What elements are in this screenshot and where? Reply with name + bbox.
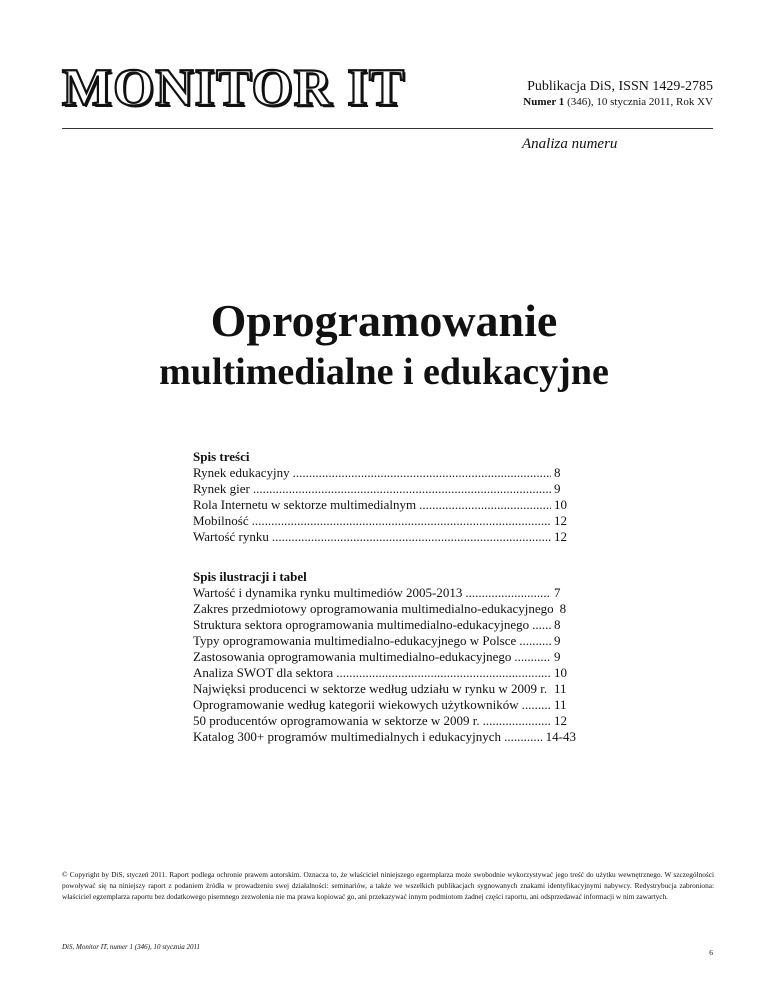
figure-item-label: Wartość i dynamika rynku multimediów 2005-2013 (193, 585, 463, 600)
figure-item-page: 9 (554, 649, 561, 664)
figure-item (193, 713, 576, 729)
figure-item (193, 729, 576, 745)
toc-item (193, 497, 576, 513)
dot-leader (272, 529, 551, 545)
figure-item (193, 697, 576, 713)
figure-item-label: Typy oprogramowania multimedialno-edukacyjnego w Polsce (193, 633, 517, 648)
figure-item (193, 601, 576, 617)
issue-number: Numer 1 (523, 96, 565, 108)
dot-leader (253, 481, 551, 497)
dot-leader (532, 617, 551, 633)
figure-item-label: Zakres przedmiotowy oprogramowania multimedialno-edukacyjnego (193, 601, 554, 616)
toc-item-page: 12 (554, 529, 567, 544)
figure-item-page: 11 (554, 697, 567, 712)
figure-item-label: Analiza SWOT dla sektora (193, 665, 334, 680)
section-label: Analiza numeru (522, 136, 618, 152)
toc-list (193, 465, 576, 545)
dot-leader (293, 465, 551, 481)
figure-item-page: 14-43 (545, 729, 576, 744)
monitor-it-logo: MONITOR IT (62, 59, 406, 117)
figure-item (193, 617, 576, 633)
figure-item-page: 9 (554, 633, 561, 648)
page-number: 6 (709, 948, 713, 957)
figure-item-label: Najwięksi producenci w sektorze według udziału w rynku w 2009 r. (193, 681, 548, 696)
figure-item (193, 649, 576, 665)
header-rule (62, 128, 713, 129)
toc-item-label: Mobilność (193, 513, 249, 528)
toc-item-label: Rynek gier (193, 481, 250, 496)
dot-leader (252, 513, 551, 529)
figure-item (193, 681, 576, 697)
figure-item-label: Struktura sektora oprogramowania multimedialno-edukacyjnego (193, 617, 530, 632)
toc-item (193, 513, 576, 529)
figure-item-page: 11 (554, 681, 567, 696)
dot-leader (550, 681, 551, 697)
toc-item-page: 8 (554, 465, 561, 480)
figures-list (193, 585, 576, 745)
figure-item (193, 585, 576, 601)
toc-item-label: Rynek edukacyjny (193, 465, 290, 480)
title-line-1: Oprogramowanie (210, 295, 558, 346)
toc-item (193, 529, 576, 545)
figure-item-label: Zastosowania oprogramowania multimedialno-edukacyjnego (193, 649, 512, 664)
toc-item-label: Wartość rynku (193, 529, 269, 544)
toc-item-page: 9 (554, 481, 561, 496)
figure-item-page: 10 (554, 665, 567, 680)
publication-info: Publikacja DiS, ISSN 1429-2785 (527, 79, 713, 94)
dot-leader (483, 713, 551, 729)
dot-leader (514, 649, 551, 665)
figures-heading: Spis ilustracji i tabel (193, 569, 307, 584)
toc-item-page: 12 (554, 513, 567, 528)
figure-item-page: 7 (554, 585, 561, 600)
issue-date: (346), 10 stycznia 2011, Rok XV (564, 96, 713, 108)
figure-item-page: 8 (554, 617, 561, 632)
dot-leader (522, 697, 551, 713)
figure-item-label: 50 producentów oprogramowania w sektorze w 2009 r. (193, 713, 480, 728)
dot-leader (336, 665, 551, 681)
dot-leader (465, 585, 551, 601)
table-of-contents (193, 449, 576, 545)
figure-item-page: 12 (554, 713, 567, 728)
toc-item (193, 481, 576, 497)
dot-leader (419, 497, 551, 513)
figure-item (193, 665, 576, 681)
toc-item (193, 465, 576, 481)
footer-source: DiS, Monitor IT, numer 1 (346), 10 stycznia 2011 (62, 943, 200, 951)
copyright-notice: © Copyright by DiS, styczeń 2011. Raport podlega ochronie prawem autorskim. Oznacza to, że właściciel niniejszego egzemplarza może swobodnie wykorzystywać jego treść do użytku wewnętrznego. W szczególności powoływać się na niniejszy raport z podaniem źródła w prowadzeniu swej działalności: seminariów, a także we wszelkich publikacjach sygnowanych znakami identyfikacyjnymi nabywcy. Redystrybucja zabroniona: właściciel egzemplarza raportu bez dodatkowego pisemnego zezwolenia nie ma prawa kopiować go, ani przekazywać innym podmiotom żadnej części raportu, ani odsprzedawać informacji w nim zawartych. (62, 870, 714, 901)
issue-info (523, 96, 713, 108)
toc-item-label: Rola Internetu w sektorze multimedialnym (193, 497, 417, 512)
dot-leader (504, 729, 543, 745)
dot-leader (519, 633, 551, 649)
figure-item-page: 8 (559, 601, 567, 616)
title-line-2: multimedialne i edukacyjne (159, 351, 609, 393)
figure-item-label: Oprogramowanie według kategorii wiekowych użytkowników (193, 697, 519, 712)
figure-item (193, 633, 576, 649)
toc-item-page: 10 (554, 497, 567, 512)
figure-item-label: Katalog 300+ programów multimedialnych i edukacyjnych (193, 729, 502, 744)
list-of-figures (193, 569, 576, 745)
toc-heading: Spis treści (193, 449, 250, 464)
